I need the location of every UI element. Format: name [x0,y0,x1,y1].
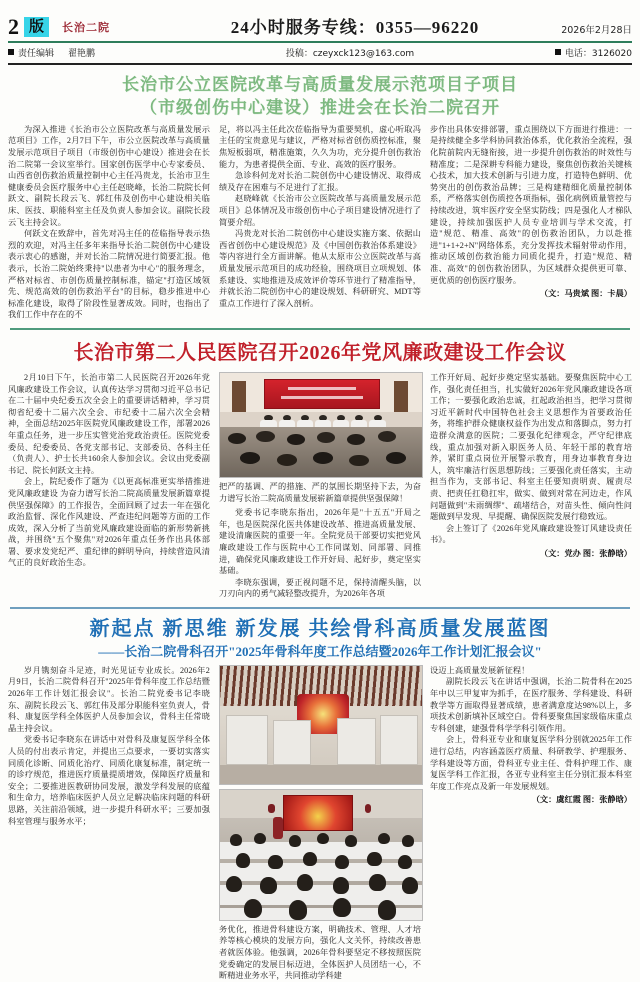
masthead-left [8,16,198,38]
photo-audience [220,427,422,477]
article3-para-2: 党委书记李晓东在讲话中对骨科及康复医学科全体人员的付出表示肯定，并提出三点要求，一要切实落实同质化诊断、同质化治疗、同质化康复标准，制定统一的诊疗规范，推进医疗质量提质增效，保障医疗质量和安全；二要推进医教研协同发展，激发学科发展的底蕴和生命力，培养临床医护人员立足解决临床问题的科研思路，关注前沿领域，进一步提升科研水平；三要加强科室管理与服务水平； [8,735,210,826]
article1-para-3: 足，将以冯主任此次莅临指导为重要契机，虚心听取冯主任的宝贵意见与建议，严格对标省创伤质控标准，聚焦短板弱项，精准施策，久久为功，充分提升创伤救治能力，为患者提供全面、专业、高效的医疗服务。 [219,124,421,169]
photo-speaker-left [268,804,274,813]
page-label-badge: 版 [24,17,49,37]
article1-headline-line2: （市级创伤中心建设）推进会在长治二院召开 [140,97,500,118]
conference-photo [219,372,423,478]
article3-subheadline: ——长治二院骨科召开"2025年骨科年度工作总结暨2026年工作计划汇报会议" [98,643,542,659]
article1-para-2: 何跃文在致辞中，首先对冯主任的莅临指导表示热烈的欢迎，对冯主任多年来指导长治二院创伤中心建设表示衷心的感谢，并对长治二院情况进行简要汇报。他表示，长治二院始终秉持"以患者为中心"的服务理念，严格对标省、市创伤质量控制标准，锚定"打造区域领先、规范高效的创伤救治平台"的目标，稳步推进中心标准化建设，取得了阶段性显著成效。同时，也指出了我们工作中存在的不 [8,229,210,320]
photo-red-banner [264,379,379,409]
article-party-conduct-meeting [8,330,632,609]
article1-para-6: 冯贵龙对长治二院创伤中心建设实施方案、依据山西省创伤中心建设规范》及《中国创伤救治体系建设》等内容进行全方面讲解。他从太原市公立医院改革与高质量发展示范项目的成功经验，围绕项目立项规划、体系建设、实地推进及成效评价等环节进行了精准指导，并就长治二院创伤中心的建设规划、科研研究、MDT等重点工作进行了深入剖析。 [219,229,421,308]
article3-para-3: 设迈上高质量发展新征程！ [430,665,530,675]
bullet-square-icon [8,49,14,55]
bullet-square-icon-2 [555,49,561,55]
article2-photo-caption: 把严的基调、严的措施、严的氛围长期坚持下去，为奋力谱写长治二院高质量发展崭新篇章提供坚强保障！ [219,481,421,503]
article3-column-1 [8,665,210,982]
service-hotline: 24小时服务专线：0355—96220 [230,18,480,37]
ceiling-room-photo [219,665,423,785]
submission-email: 投稿：czeyxck123@163.com [285,48,415,59]
editor-name: 翟艳鹏 [68,48,96,59]
article3-byline: （文：虞红霞 图：张静晗） [531,795,632,805]
article3-para-4: 副院长段云飞在讲话中强调，长治二院骨科在2025年中以三甲复审为抓手，在医疗服务、学科建设、科研教学等方面取得显著成绩，患者满意度达98%以上，多项技术创新填补区域空白。骨科要聚焦国家级临床重点专科创建，建强骨科学学科引领作用。 [430,677,632,733]
article2-para-2: 会上，院纪委作了题为《以更高标准更实举措推进党风廉政建设 为奋力谱写长治二院高质量发展新篇章提供坚强保障》的工作报告，全面回顾了过去一年在强化政治监督、深化作风建设、严查违纪问题等方面的工作成效，深入分析了当前党风廉政建设面临的新形势新挑战，并围绕"五个聚焦"对2026年重点任务作出具体部署、要求发党纪严、重纪律的鲜明导向，持续营造风清气正的良好政治生态。 [8,477,210,568]
article1-para-4: 急诊科何龙对长治二院创伤中心建设情况、取得成绩及存在困难与不足进行了汇报。 [219,171,421,192]
article2-headline: 长治市第二人民医院召开2026年党风廉政建设工作会议 [73,341,567,364]
masthead [8,0,632,38]
editor-label: 责任编辑 [18,48,55,59]
article1-column-2 [219,124,421,321]
article2-para-6: 会上签订了《2026年党风廉政建设签订风建设责任书》。 [430,523,632,545]
article1-headline-line1: 长治市公立医院改革与高质量发展示范项目子项目 [122,75,518,95]
article3-column-3 [430,665,632,982]
article-orthopedics-summary [8,609,632,982]
page-number: 2 [8,14,19,39]
photo-presenter [273,817,283,839]
article3-headline: 新起点 新思维 新发展 共绘骨科高质量发展蓝图 [89,617,551,640]
article1-column-1 [8,124,210,321]
article1-headline [8,65,632,124]
article3-para-5: 会上，骨科亚专业和康复医学科分别就2025年工作进行总结，内容涵盖医疗质量、科研教学、护理服务、学科建设等方面，骨科亚专业主任、骨科护理工作、康复医学科工作汇报，各亚专业科室主任分别汇报本科室年度工作亮点及新一年发展规划。 [430,735,632,791]
article1-byline: （文：马贵斌 图：卡晨） [539,289,632,299]
article1-column-3 [430,124,632,321]
article1-para-7: 步作出具体安排部署，重点围绕以下方面进行推进：一是持续健全多学科协同救治体系，优化救治全流程，强化院前院内无缝衔接，进一步提升创伤救治的时效性与精准度；二是深耕专科能力建设，聚焦创伤救治关键核心技术，加大技术创新与引进力度，打造特色鲜明、优势突出的创伤救治品牌；三是构建精细化质量控制体系，严格落实创伤质控各项指标，强化病例质量管控与持续改进，筑牢医疗安全坚实防线；四是强化人才梯队建设，持续加强医护人员专业培训与学术交流，打造"规范、精准、高效"的创伤救治团队，力以赴推进"1+1+2+N"网络体系，充分发挥技术辐射带动作用，推动区域创伤救治能力同质化提升，打造"规范、精准、高效"的创伤救治团队，为区域群众提供更可靠、更优质的创伤医疗服务。 [430,124,632,285]
article2-column-1 [8,372,210,600]
article-trauma-center [8,65,632,330]
article2-para-5: 工作开好局、起好步奠定坚实基础。要聚焦医院中心工作，强化责任担当，扎实做好2026年党风廉政建设各项工作；一要强化政治忠诚，扛起政治担当，把学习贯彻习近平新时代中国特色社会主义思想作为首要政治任务，将维护群众健康权益作为出发点和落脚点，努力打造群众满意的医院；二要强化纪律观念，严守纪律底线，重点加强对新入职医务人员、年轻干部的教育培养，紧盯重点岗位开展警示教育，用身边事教育身边人，筑牢廉洁行医思想防线；三要强化责任落实，主动担当作为，支部书记、科室主任要知责明责、履责尽责、把责任扛稳扛牢，做实、做到对常在河边走，作风问题做到"未雨绸缪"、疏堵结合，对苗头性、倾向性问题做到早发现、早提醒、确保医院发展行稳致远。 [430,372,632,522]
article2-column-2 [219,372,421,600]
photo-door-left [232,381,246,412]
article2-para-1: 2月10日下午，长治市第二人民医院召开2026年党风廉政建设工作会议，认真传达学习贯彻习近平总书记在二十届中央纪委五次全会上的重要讲话精神，学习贯彻省纪委十二届六次全会、市纪委十二届六次全会精神，全面总结2025年医院党风廉政建设工作，部署2026年重点任务，进一步压实管党治党政治责任。医院党委委员、纪委委员、各党支部书记、支部委员、各科主任（负责人）、护士长共160余人参加会议。会议由党委副书记、院长何跃文主持。 [8,372,210,475]
auditorium-photo [219,789,423,921]
photo-door-right [394,381,408,412]
article2-para-4: 李晓东强调，要正视问题不足，保持清醒头脑，以刀刃向内的勇气减轻整改提升，为2026年各项 [219,577,421,599]
masthead-subbar [8,43,632,61]
masthead-center [198,13,512,38]
editor-info [8,46,208,59]
issue-date: 2026年2月28日 [561,25,632,36]
contact-phone [492,46,632,59]
article2-byline: （文：党办 图：张静晗） [539,548,632,558]
article2-columns [8,372,632,600]
article3-columns [8,665,632,982]
article1-columns [8,124,632,321]
article3-photo-caption: 务优化，推进骨科建设方案，明确技术、管理、人才培养等核心模块的发展方向，强化人文关怀，持续改善患者就医体验。他强调，2026年骨科要坚定不移按照医院党委确定的发展目标迈进，全体医护人员团结一心，不断精进业务水平，共同推动学科建 [219,924,421,981]
article2-column-3 [430,372,632,600]
photo-projector-screen [283,795,354,831]
article3-column-2 [219,665,421,982]
article3-para-1: 岁月镌刻奋斗足迹，时光见证专业成长。2026年2月9日，长治二院骨科召开"2025年骨科年度工作总结暨2026年工作计划汇报会议"。长治二院党委书记李晓东、副院长段云飞、郭红伟及部分职能科室负责人，骨科、康复医学科全体医护人员参加会议，骨科主任常晓晶主持会议。 [8,665,210,733]
paper-name: 长治二院 [62,21,111,34]
article1-para-5: 赵晓峰就《长治市公立医院改革与高质量发展示范项目》总体情况及市级创伤中心子项目建设情况进行了简要介绍。 [219,194,421,227]
phone-text: 电话：3126020 [564,48,632,59]
article2-para-3: 党委书记李晓东指出，2026年是"十五五"开局之年，也是医院深化医共体建设改革、推进高质量发展、建设清廉医院的重要一年。全院党员干部要切实把党风廉政建设工作与医院中心工作同谋划、同部署、同推进，确保党风廉政建设工作开好局、起好步，奠定坚实基础。 [219,508,421,576]
article1-para-1: 为深入推进《长治市公立医院改革与高质量发展示范项目》工作，2月7日下午，市公立医院改革与高质量发展示范项目子项目（市级创伤中心建设）推进会在长治二院第一会议室举行。国家创伤医学中心专家委员、山西省创伤救治质量控制中心主任冯贵龙，长治市卫生健康委员会医疗服务中心主任赵晓峰，长治二院院长何跃文、副院长段云飞、郭红伟及创伤中心建设相关临床、医技、职能科室主任及负责人参加会议。副院长段云飞主持会议。 [8,124,210,227]
